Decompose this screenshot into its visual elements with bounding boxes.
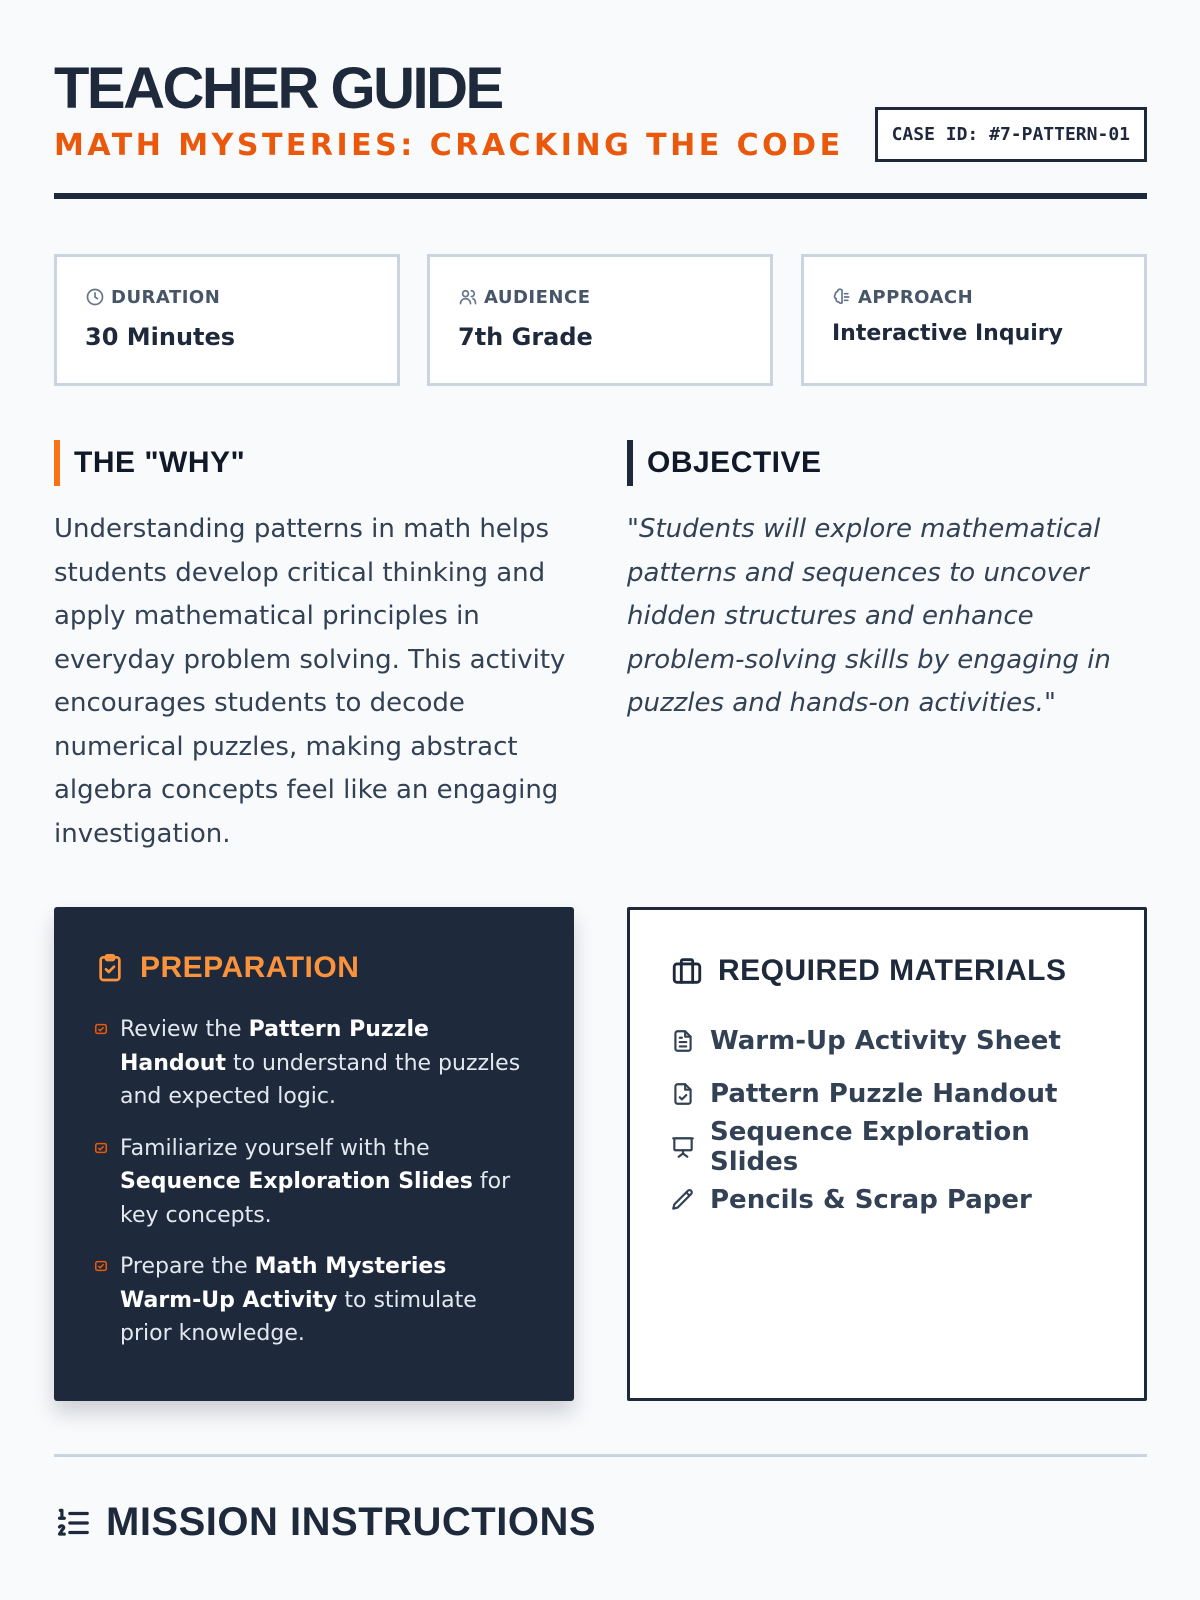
preparation-panel [54,907,574,1401]
list-item: Pencils & Scrap Paper [670,1173,1104,1226]
why-heading: THE "WHY" [54,440,574,486]
preparation-heading: PREPARATION [140,951,360,984]
info-cards [54,254,1147,386]
header [54,58,1147,200]
approach-label: APPROACH [858,286,974,308]
list-item: Warm-Up Activity Sheet [670,1014,1104,1067]
materials-heading: REQUIRED MATERIALS [718,954,1067,987]
approach-card [801,254,1147,386]
page-subtitle: MATH MYSTERIES: CRACKING THE CODE [54,128,844,163]
page-title: TEACHER GUIDE [54,56,502,121]
objective-section [627,440,1147,726]
list-item: Prepare the Math Mysteries Warm-Up Activity to stimulate prior knowledge. [94,1250,534,1351]
case-id-badge: CASE ID: #7-PATTERN-01 [875,107,1147,162]
objective-text: "Students will explore mathematical patterns and sequences to uncover hidden structures and enhance problem-solving skills by engaging in puzzles and hands-on activities." [627,514,1111,718]
check-square-icon [94,1259,108,1273]
audience-card [427,254,773,386]
why-section [54,440,574,856]
approach-value: Interactive Inquiry [832,321,1063,346]
list-item: Pattern Puzzle Handout [670,1067,1104,1120]
check-square-icon [94,1022,108,1036]
presentation-icon [670,1134,696,1160]
list-item: Familiarize yourself with the Sequence Exploration Slides for key concepts. [94,1132,534,1233]
clock-icon [85,287,105,307]
check-square-icon [94,1141,108,1155]
clipboard-check-icon [94,952,126,984]
list-item: Sequence Exploration Slides [670,1120,1104,1173]
pencil-icon [670,1187,696,1213]
duration-value: 30 Minutes [85,323,236,351]
materials-panel [627,907,1147,1401]
section-divider [54,1454,1147,1457]
why-text: Understanding patterns in math helps students develop critical thinking and apply mathematical principles in everyday problem solving. This activity encourages students to decode numerical puzzles, making abstract algebra concepts feel like an engaging investigation. [54,514,566,849]
duration-label: DURATION [111,286,221,308]
list-item: Review the Pattern Puzzle Handout to understand the puzzles and expected logic. [94,1013,534,1114]
numbered-list-icon [54,1504,92,1542]
briefcase-icon [670,954,704,988]
brain-icon [832,287,852,307]
users-icon [458,287,478,307]
document-icon [670,1028,696,1054]
mission-heading: MISSION INSTRUCTIONS [106,1500,597,1544]
materials-list [670,1014,1104,1226]
audience-value: 7th Grade [458,323,593,351]
header-divider [54,193,1147,199]
mission-section [54,1500,596,1545]
objective-heading: OBJECTIVE [627,440,1147,486]
preparation-list [94,1013,534,1351]
duration-card [54,254,400,386]
audience-label: AUDIENCE [484,286,591,308]
file-check-icon [670,1081,696,1107]
